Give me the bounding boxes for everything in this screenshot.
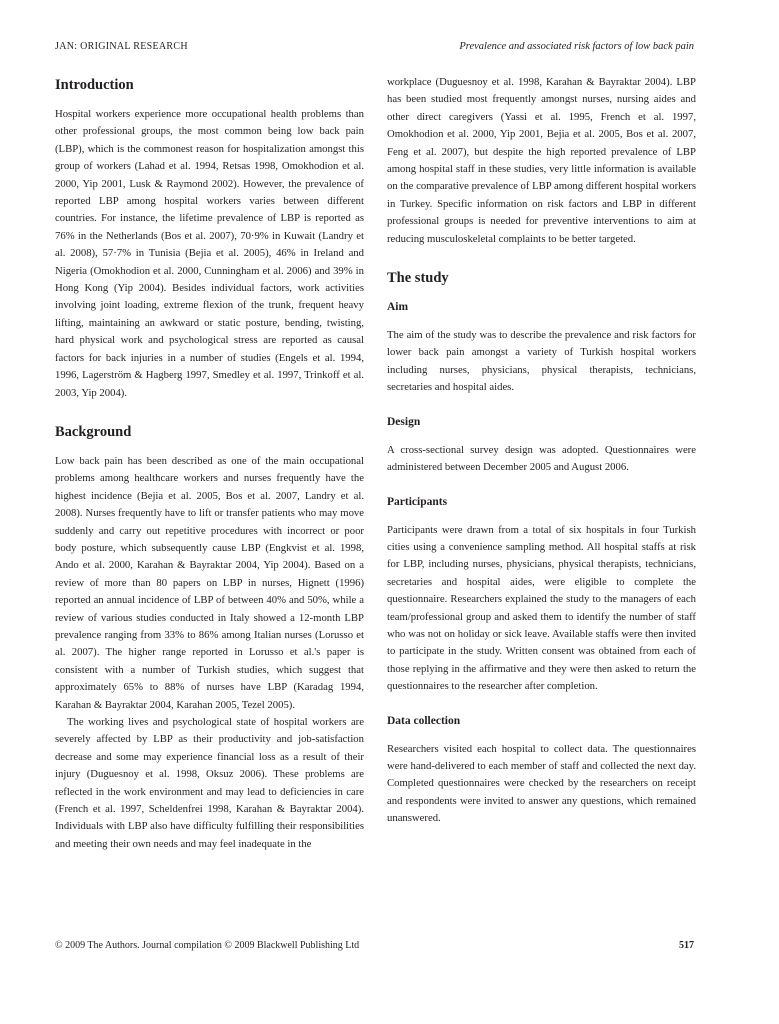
data-collection-heading: Data collection <box>387 714 461 727</box>
background-section <box>55 421 364 853</box>
data-collection-paragraph: Researchers visited each hospital to collect data. The questionnaires were hand-delivered to each member of staff and collected the next day. Completed questionnaires were checked by the researchers on receipt and respondents were invited to answer any questions, which remained unanswered. <box>387 742 696 825</box>
background-paragraph-2: The working lives and psychological state of hospital workers are severely affected by LBP as their productivity and job-satisfaction decrease and some may experience financial loss as a result of their injury (Duguesnoy et al. 1998, Oksuz 2006). These problems are reflected in the work environment and may lead to deficiencies in care (French et al. 1997, Scheldenfrei 1998, Karahan & Bayraktar 2004). Individuals with LBP also have difficulty fulfilling their responsibilities and meeting their own needs and may feel inadequate in the <box>55 716 364 850</box>
article-short-title: Prevalence and associated risk factors of low back pain <box>459 41 694 52</box>
participants-paragraph: Participants were drawn from a total of six hospitals in four Turkish cities using a convenience sampling method. All hospital staffs at risk for LBP, including nurses, physicians, physical therapists, technicians, secretaries and hospital aides, were eligible to complete the questionnaire. Researchers explained the study to the managers of each team/professional group and asked them to identify the number of staff who was not on holiday or sick leave. Available staffs were then invited to participate in the study. Written consent was obtained from each of those replying in the affirmative and they were then asked to return the questionnaires to the researcher after completion. <box>387 523 696 693</box>
background-paragraph-1: Low back pain has been described as one of the main occupational problems among healthcare workers and nurses frequently have the highest incidence (Bejia et al. 2005, Bos et al. 2007, Landry et al. 2008). Nurses frequently have to lift or transfer patients who may move suddenly and carry out repetitive procedures with incorrect or poor body posture, which subsequently cause LBP (Engkvist et al. 1998, Ando et al. 2000, Karahan & Bayraktar 2004, Yip 2004). Based on a review of more than 80 papers on LBP in nurses, Hignett (1996) reported an annual incidence of LBP of between 40% and 50%, while a review of various studies conducted in Italy showed a 12-month LBP prevalence ranging from 33% to 86% among Italian nurses (Lorusso et al. 2007). The higher range reported in Lorusso et al.'s paper is consistent with a number of Turkish studies, which suggest that approximately 65% to 88% of nurses have LBP (Karadag 1994, Karahan & Bayraktar 2004, Karahan 2005, Tezel 2005). <box>55 454 364 711</box>
right-column <box>387 74 696 828</box>
aim-paragraph: The aim of the study was to describe the prevalence and risk factors for lower back pain amongst a variety of Turkish hospital workers including nurses, physicians, physical therapists, technicians, secretaries and hospital aides. <box>387 329 696 394</box>
aim-heading: Aim <box>387 301 409 314</box>
introduction-section <box>55 74 364 402</box>
participants-section <box>387 494 696 696</box>
participants-heading: Participants <box>387 495 448 508</box>
introduction-heading: Introduction <box>55 77 134 93</box>
introduction-paragraph: Hospital workers experience more occupational health problems than other professional groups, the most common being low back pain (LBP), which is the commonest reason for hospitalization amongst this group of workers (Lahad et al. 1994, Retsas 1998, Omokhodion et al. 2000, Yip 2001, Lusk & Raymond 2002). However, the prevalence of reported LBP among hospital workers varies between different countries. For instance, the lifetime prevalence of LBP is reported as 76% in the Netherlands (Bos et al. 2007), 70·9% in Kuwait (Landry et al. 2008), 57·7% in Tunisia (Bejia et al. 2005), 46% in Ireland and Nigeria (Omokhodion et al. 2000, Cunningham et al. 2006) and 39% in Hong Kong (Yip 2004). Besides individual factors, work activities involving joint loading, extreme flexion of the trunk, frequent heavy lifting, maintaining an awkward or static posture, bending, twisting, hard physical work and psychological stress are reported as causal factors for back injuries in a number of studies (Engels et al. 1994, 1996, Lagerström & Hagberg 1997, Smedley et al. 1997, Trinkoff et al. 2003, Yip 2004). <box>55 108 364 399</box>
copyright-notice: © 2009 The Authors. Journal compilation © 2009 Blackwell Publishing Ltd <box>55 940 360 951</box>
left-column <box>55 74 364 853</box>
data-collection-section <box>387 713 696 828</box>
aim-section <box>387 299 696 397</box>
page-number: 517 <box>679 940 694 951</box>
design-section <box>387 414 696 477</box>
journal-section-label: JAN: ORIGINAL RESEARCH <box>55 41 188 52</box>
the-study-heading: The study <box>387 270 449 287</box>
background-continuation-paragraph: workplace (Duguesnoy et al. 1998, Karahan & Bayraktar 2004). LBP has been studied most frequently amongst nurses, nursing aides and other direct caregivers (Yassi et al. 1995, French et al. 1997, Omokhodion et al. 2000, Yip 2001, Bejia et al. 2005, Bos et al. 2007, Feng et al. 2007), but despite the high reported prevalence of LBP among hospital staff in these studies, very little information is available on the comparative prevalence of LBP among different hospital workers in Turkey. Specific information on risk factors and LBP in different professional groups is needed for preventive interventions to aim at reducing musculoskeletal complaints to be better targeted. <box>387 76 696 245</box>
background-heading: Background <box>55 423 132 440</box>
design-heading: Design <box>387 415 421 428</box>
page-footer <box>55 940 694 956</box>
running-head <box>55 41 694 57</box>
design-paragraph: A cross-sectional survey design was adopted. Questionnaires were administered between December 2005 and August 2006. <box>387 443 696 474</box>
